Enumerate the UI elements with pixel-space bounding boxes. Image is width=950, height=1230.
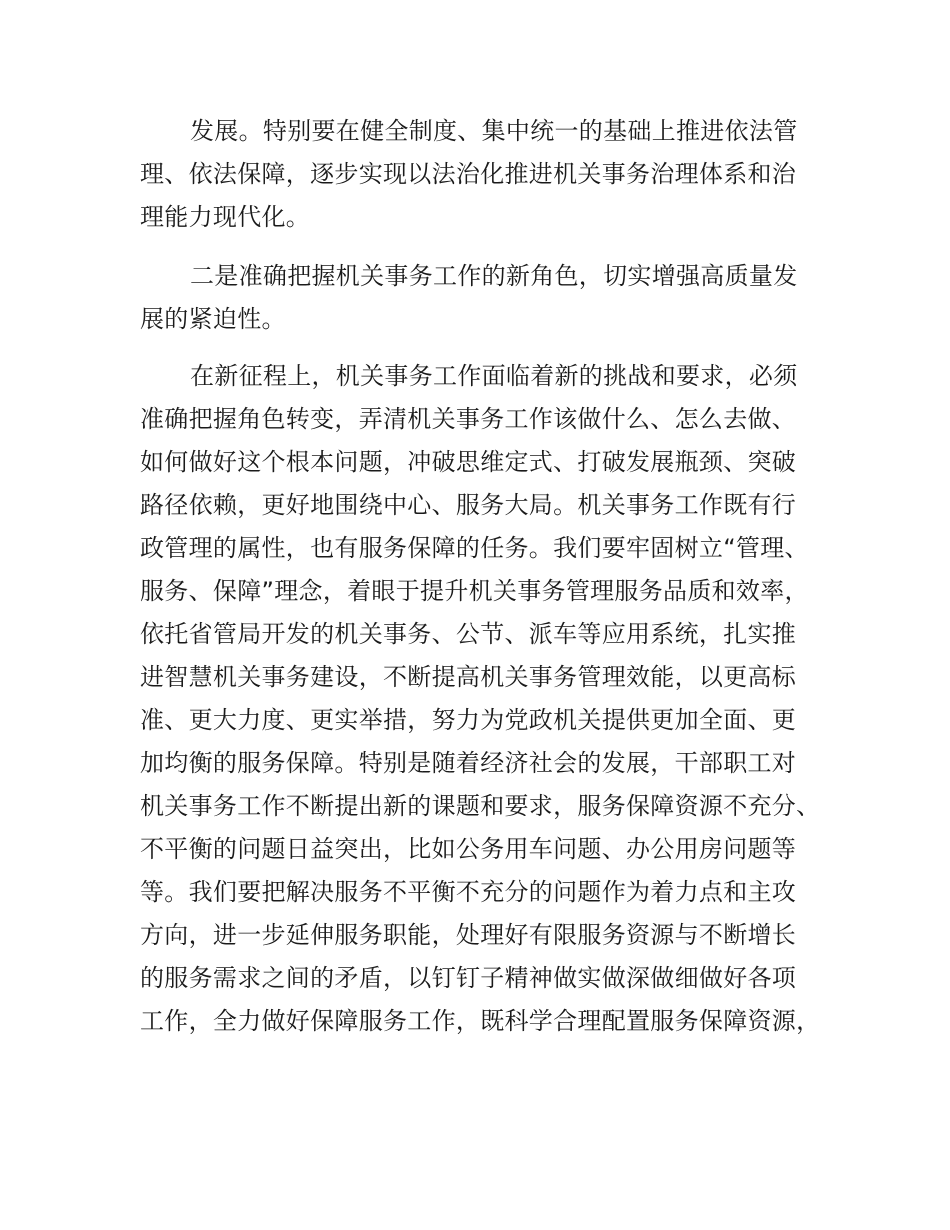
text-line: 理能力现代化。 [140,203,311,231]
text-line: 路径依赖，更好地围绕中心、服务大局。机关事务工作既有行 [140,491,797,519]
text-line: 等。我们要把解决服务不平衡不充分的问题作为着力点和主攻 [140,878,797,906]
text-line: 服务、保障”理念，着眼于提升机关事务管理服务品质和效率， [140,577,809,605]
text-line: 进智慧机关事务建设，不断提高机关事务管理效能，以更高标 [140,663,797,691]
text-line: 在新征程上，机关事务工作面临着新的挑战和要求，必须 [190,362,798,390]
text-line: 如何做好这个根本问题，冲破思维定式、打破发展瓶颈、突破 [140,448,797,476]
text-line: 的服务需求之间的矛盾，以钉钉子精神做实做深做细做好各项 [140,964,797,992]
text-line: 工作，全力做好保障服务工作，既科学合理配置服务保障资源， [140,1007,821,1035]
text-line: 政管理的属性，也有服务保障的任务。我们要牢固树立“管理、 [140,534,809,562]
text-line: 机关事务工作不断提出新的课题和要求，服务保障资源不充分、 [140,792,821,820]
text-line: 方向，进一步延伸服务职能，处理好有限服务资源与不断增长 [140,921,797,949]
text-line: 依托省管局开发的机关事务、公节、派车等应用系统，扎实推 [140,620,797,648]
text-line: 不平衡的问题日益突出，比如公务用车问题、办公用房问题等 [140,835,797,863]
text-line: 发展。特别要在健全制度、集中统一的基础上推进依法管 [190,117,798,145]
text-line: 准确把握角色转变，弄清机关事务工作该做什么、怎么去做、 [140,405,797,433]
text-line: 二是准确把握机关事务工作的新角色，切实增强高质量发 [190,262,798,290]
text-line: 加均衡的服务保障。特别是随着经济社会的发展，干部职工对 [140,749,797,777]
text-line: 准、更大力度、更实举措，努力为党政机关提供更加全面、更 [140,706,797,734]
text-line: 理、依法保障，逐步实现以法治化推进机关事务治理体系和治 [140,160,797,188]
text-line: 展的紧迫性。 [140,305,286,333]
